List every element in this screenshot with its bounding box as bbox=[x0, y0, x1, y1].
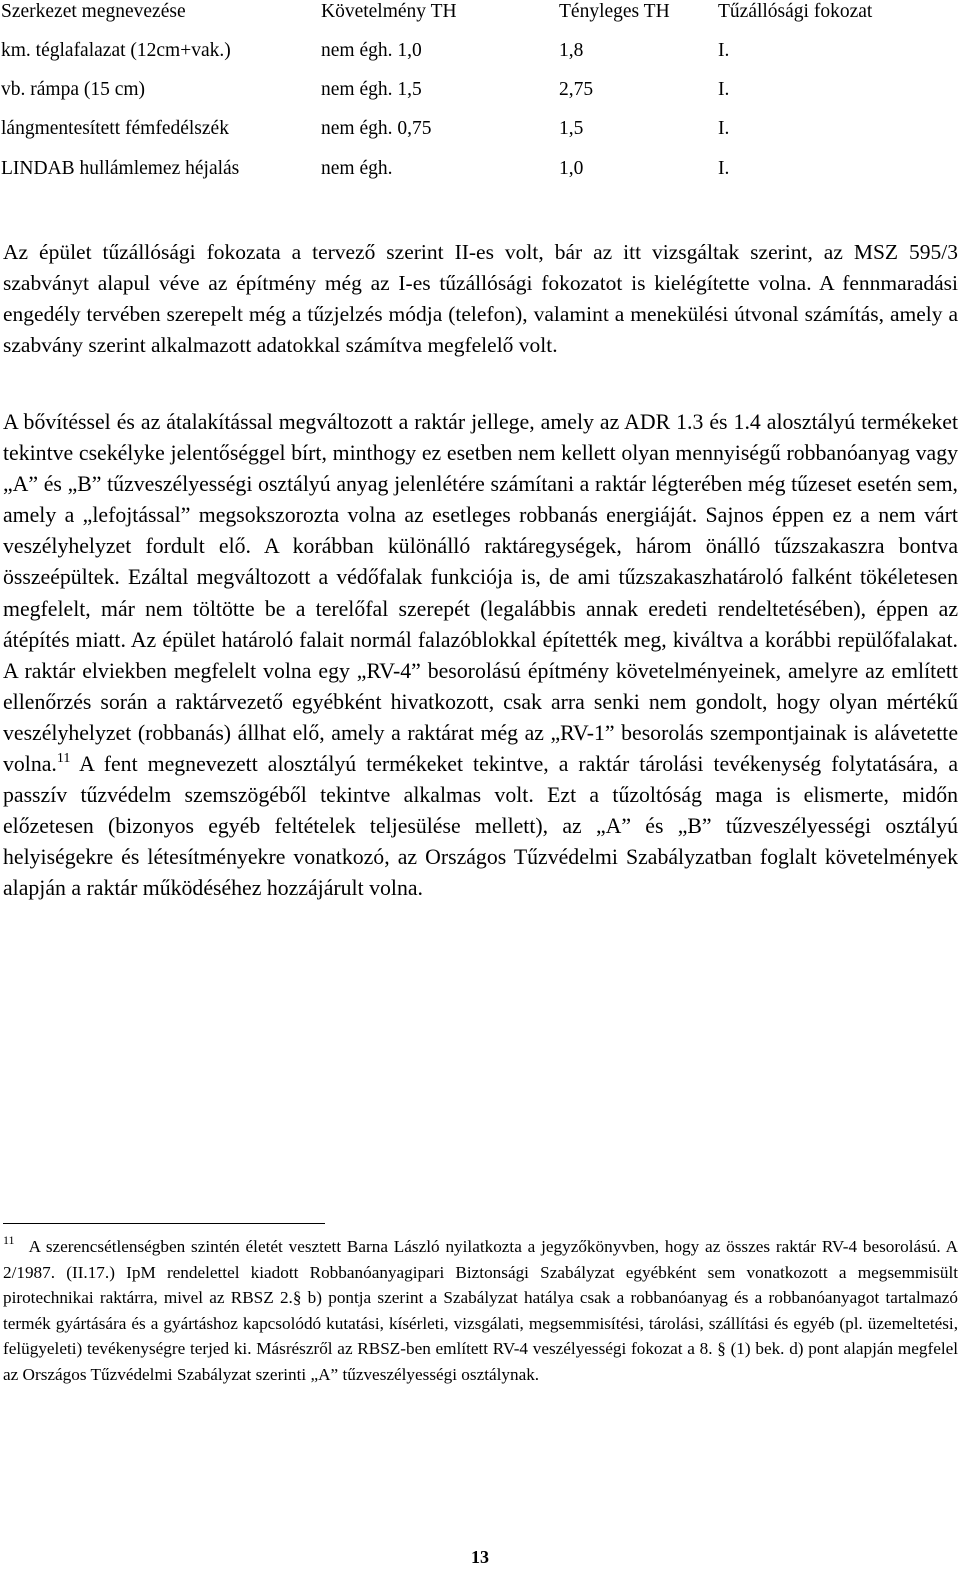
header-required-th: Követelmény TH bbox=[321, 1, 457, 22]
cell-fire-rating: I. bbox=[718, 118, 730, 139]
cell-required-th: nem égh. 1,5 bbox=[321, 79, 422, 100]
header-structure-name: Szerkezet megnevezése bbox=[1, 1, 186, 22]
paragraph-text-before-ref: A bővítéssel és az átalakítással megváltozott a raktár jellege, amely az ADR 1.3 és 1.4 alosztályú termékeket tekintve csekélyke jelentőséggel bírt, minthogy ez esetben nem kellett olyan mennyiségű robbanóanyag vagy „A” és „B” tűzveszélyességi osztályú anyag jelenlétére számítani a raktár légterében még tűzeset esetén sem, amely a „lefojtással” megsokszorozta volna az esetleges robbanás energiáját. Sajnos éppen ez a nem várt veszélyhelyzet fordult elő. A korábban különálló raktáregységek, három önálló tűzszakaszra bontva összeépültek. Ezáltal megváltozott a védőfalak funkciója is, de ami tűzszakaszhatároló falként tökéletesen megfelelt, már nem töltötte be a terelőfal szerepét (legalábbis annak eredeti rendeltetésében), éppen az átépítés miatt. Az épület határoló falait normál falazóblokkal építették meg, kiváltva a korábbi repülőfalakat. A raktár elviekben megfelelt volna egy „RV-4” besorolású építmény követelményeinek, amelyre az említett ellenőrzés során a raktárvezető egyébként hivatkozott, csak arra senki nem gondolt, hogy olyan mértékű veszélyhelyzet (robbanás) állhat elő, amely a raktárat még az „RV-1” besorolás szempontjainak is alávetette volna. bbox=[3, 410, 958, 777]
cell-required-th: nem égh. 0,75 bbox=[321, 118, 432, 139]
page-number: 13 bbox=[471, 1547, 489, 1567]
footnote bbox=[3, 1234, 958, 1388]
table-row bbox=[0, 78, 960, 104]
cell-required-th: nem égh. 1,0 bbox=[321, 40, 422, 61]
table-row bbox=[0, 157, 960, 183]
header-fire-rating: Tűzállósági fokozat bbox=[718, 1, 873, 22]
table-row bbox=[0, 39, 960, 65]
paragraph-text-after-ref: A fent megnevezett alosztályú termékeket tekintve, a raktár tárolási tevékenység folytatására, a passzív tűzvédelm szemszögéből tekintve alkalmas volt. Ezt a tűzoltóság maga is elismerte, midőn előzetesen (bizonyos egyéb feltételek teljesülése mellett), az „A” és „B” tűzveszélyességi osztályú helyiségekre és létesítményekre vonatkozó, az Országos Tűzvédelmi Szabályzatban foglalt követelmények alapján a raktár működéséhez hozzájárult volna. bbox=[3, 752, 958, 901]
cell-structure-name: km. téglafalazat (12cm+vak.) bbox=[1, 40, 231, 61]
footnote-separator bbox=[3, 1223, 325, 1224]
footnote-number: 11 bbox=[3, 1233, 15, 1247]
cell-actual-th: 2,75 bbox=[559, 79, 594, 100]
footnote-text: A szerencsétlenségben szintén életét vesztett Barna László nyilatkozta a jegyzőkönyvben, hogy az összes raktár RV-4 besorolású. A 2/1987. (II.17.) IpM rendelettel kiadott Robbanóanyagipari Biztonsági Szabályzat egyébként sem vonatkozott a megsemmisült pirotechnikai raktárra, mivel az RBSZ 2.§ b) pontja szerint a Szabályzat hatálya csak a robbanóanyag és a robbanóanyagot tartalmazó termék gyártására és a gyártáshoz kapcsolódó kutatási, kísérleti, vizsgálati, megsemmisítési, tárolási, szállítási és egyéb (pl. üzemeltetési, felügyeleti) tevékenységre terjed ki. Másrészről az RBSZ-ben említett RV-4 veszélyességi fokozat a 8. § (1) bek. d) pont alapján megfelel az Országos Tűzvédelmi Szabályzat szerinti „A” tűzveszélyességi osztálynak. bbox=[3, 1237, 958, 1384]
cell-structure-name: lángmentesített fémfedélszék bbox=[1, 118, 229, 139]
table-header-row bbox=[0, 0, 960, 26]
cell-actual-th: 1,8 bbox=[559, 40, 584, 61]
cell-actual-th: 1,5 bbox=[559, 118, 584, 139]
paragraph-fire-rating bbox=[3, 237, 958, 361]
paragraph-text bbox=[3, 407, 958, 905]
cell-fire-rating: I. bbox=[718, 158, 730, 179]
table-row bbox=[0, 117, 960, 143]
cell-required-th: nem égh. bbox=[321, 158, 393, 179]
header-actual-th: Tényleges TH bbox=[559, 1, 670, 22]
footnote-reference[interactable]: 11 bbox=[56, 751, 71, 767]
cell-actual-th: 1,0 bbox=[559, 158, 584, 179]
paragraph-text: Az épület tűzállósági fokozata a tervező szerint II-es volt, bár az itt vizsgáltak szerint, az MSZ 595/3 szabványt alapul véve az építmény még az I-es tűzállósági fokozatot is kielégítette volna. A fennmaradási engedély tervében szerepelt még a tűzjelzés módja (telefon), valamint a menekülési útvonal számítás, amely a szabvány szerint alkalmazott adatokkal számítva megfelelő volt. bbox=[3, 240, 958, 358]
paragraph-warehouse-change bbox=[3, 407, 958, 905]
cell-fire-rating: I. bbox=[718, 79, 730, 100]
cell-fire-rating: I. bbox=[718, 40, 730, 61]
cell-structure-name: LINDAB hullámlemez héjalás bbox=[1, 158, 240, 179]
cell-structure-name: vb. rámpa (15 cm) bbox=[1, 79, 146, 100]
